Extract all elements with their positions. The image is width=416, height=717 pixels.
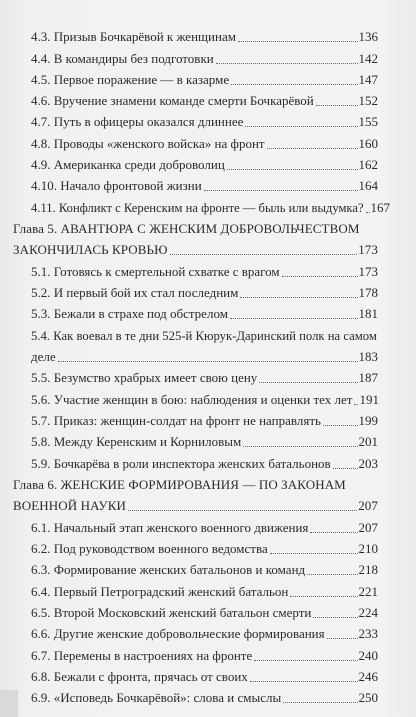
toc-leader [250,681,358,682]
chapter-6-entry [13,498,378,514]
toc-entry-title: 4.6. Вручение знамени команде смерти Бочкарёвой [31,93,314,108]
toc-entry-title: 4.5. Первое поражение — в казарме [31,72,230,87]
toc-entry-page: 160 [358,136,378,151]
toc-leader [283,702,357,703]
toc-entry-title: 4.3. Призыв Бочкарёвой к женщинам [31,29,236,44]
toc-entry [31,434,378,450]
toc-entry-title: ЗАКОНЧИЛАСЬ КРОВЬЮ [13,242,168,257]
toc-entry [31,136,378,152]
toc-entry-page: 183 [358,349,378,364]
toc-leader [240,297,357,298]
toc-entry [31,51,378,67]
toc-entry-page: 233 [358,626,378,641]
toc-entry-title: 6.3. Формирование женских батальонов и команд [31,562,306,577]
toc-entry-page: 221 [358,584,378,599]
toc-entry-page: 201 [358,434,378,449]
toc-entry-page: 203 [358,456,378,471]
toc-leader [290,596,357,597]
toc-entry-title: 4.4. В командиры без подготовки [31,51,214,66]
toc-entry [31,285,378,301]
toc-entry-title: 4.11. Конфликт с Керенским на фронте — быль или выдумка? [31,201,364,215]
toc-entry-title: 6.1. Начальный этап женского военного движения [31,520,309,535]
toc-entry-title: 4.9. Американка среди доброволиц [31,157,225,172]
toc-entry-title: 6.7. Перемены в настроениях на фронте [31,648,253,663]
toc-entry-title: 5.7. Приказ: женщин-солдат на фронт не направлять [31,413,321,428]
toc-entry [31,648,378,664]
toc-entry-page: 147 [358,72,378,87]
toc-entry [31,541,378,557]
toc-entry [31,306,378,322]
toc-entry-title: 4.7. Путь в офицеры оказался длиннее [31,114,244,129]
toc-entry-page: 199 [358,413,378,428]
toc-leader [231,84,357,85]
toc-entry-page: 181 [358,306,378,321]
toc-entry-page: 187 [358,370,378,385]
toc-entry-title: 5.3. Бежали в страхе под обстрелом [31,306,228,321]
toc-entry-page: 207 [358,498,378,513]
toc-entry [31,29,378,45]
toc-entry [31,370,378,386]
toc-leader [354,404,358,405]
toc-entry-line1: 5.4. Как воевал в те дни 525-й Кюрук-Даринский полк на самом [31,329,377,343]
toc-leader [245,126,357,127]
toc-entry-page: 167 [370,200,391,215]
toc-entry-title: 5.1. Готовясь к смертельной схватке с врагом [31,264,280,279]
toc-leader [323,425,358,426]
toc-leader [238,41,358,42]
toc-leader [307,574,357,575]
toc-entry-title: 6.4. Первый Петроградский женский батальон [31,584,289,599]
toc-leader [313,617,357,618]
toc-entry-title: 6.5. Второй Московский женский батальон смерти [31,605,312,620]
toc-entry [31,178,378,194]
toc-leader [128,510,357,511]
toc-entry-title: 5.6. Участие женщин в бою: наблюдения и оценки тех лет [31,392,353,407]
page-corner-shadow [0,690,18,717]
toc-entry-page: 136 [358,29,378,44]
chapter-5-heading-line1: Глава 5. АВАНТЮРА С ЖЕНСКИМ ДОБРОВОЛЬЧЕСТВОМ [13,221,360,236]
toc-entry [31,264,378,280]
toc-entry-page: 173 [358,242,378,257]
toc-entry [31,392,378,408]
toc-leader [310,532,357,533]
toc-entry [31,413,378,429]
toc-entry-title: деле [31,349,56,364]
toc-entry-title: 5.2. И первый бой их стал последним [31,285,239,300]
toc-entry-title: 4.10. Начало фронтовой жизни [31,178,202,193]
toc-entry-page: 173 [358,264,378,279]
toc-entry-page: 250 [358,690,378,705]
toc-entry-page: 178 [358,285,378,300]
toc-entry [31,93,378,109]
toc-entry [31,114,378,130]
toc-entry-page: 218 [358,562,378,577]
toc-entry-page: 155 [358,114,378,129]
toc-leader [227,169,358,170]
toc-leader [243,446,357,447]
toc-leader [267,148,358,149]
toc-entry [31,584,378,600]
toc-entry-title: ВОЕННОЙ НАУКИ [13,498,126,513]
toc-entry [31,200,391,216]
toc-entry [31,520,378,536]
toc-entry-title: 5.5. Безумство храбрых имеет свою цену [31,370,258,385]
toc-leader [366,212,370,213]
toc-leader [282,276,358,277]
toc-leader [204,190,358,191]
toc-entry [31,626,378,642]
toc-entry [31,605,378,621]
toc-entry [31,690,378,706]
toc-leader [316,105,358,106]
toc-entry-page: 246 [358,669,378,684]
toc-entry-title: 6.2. Под руководством военного ведомства [31,541,268,556]
toc-entry-title: 4.8. Проводы «женского войска» на фронт [31,136,265,151]
toc-entry-page: 207 [358,520,378,535]
toc-entry-page: 142 [358,51,378,66]
toc-entry [31,349,378,365]
toc-entry-title: 6.9. «Исповедь Бочкарёвой»: слова и смыслы [31,690,282,705]
toc-leader [327,638,358,639]
toc-entry-page: 191 [359,392,379,407]
toc-entry-title: 5.8. Между Керенским и Корниловым [31,434,242,449]
toc-entry-page: 162 [358,157,378,172]
toc-entry-title: 5.9. Бочкарёва в роли инспектора женских батальонов [31,456,331,471]
toc-leader [216,63,358,64]
toc-leader [270,553,358,554]
chapter-6-heading-line1: Глава 6. ЖЕНСКИЕ ФОРМИРОВАНИЯ — ПО ЗАКОНАМ [13,477,346,492]
toc-entry-page: 164 [358,178,378,193]
toc-entry-page: 240 [358,648,378,663]
toc-entry-page: 210 [358,541,378,556]
toc-entry [31,157,378,173]
toc-entry-title: 6.8. Бежали с фронта, прячась от своих [31,669,248,684]
toc-entry [31,562,378,578]
toc-leader [254,660,357,661]
toc-entry [31,669,378,685]
toc-leader [259,382,357,383]
chapter-5-entry [13,242,378,258]
toc-leader [170,254,358,255]
toc-entry-title: 6.6. Другие женские добровольческие формирования [31,626,325,641]
toc-entry [31,456,378,472]
toc-entry-page: 152 [358,93,378,108]
toc-leader [58,361,358,362]
toc-leader [230,318,358,319]
toc-entry [31,72,378,88]
toc-entry-page: 224 [358,605,378,620]
toc-leader [333,468,358,469]
